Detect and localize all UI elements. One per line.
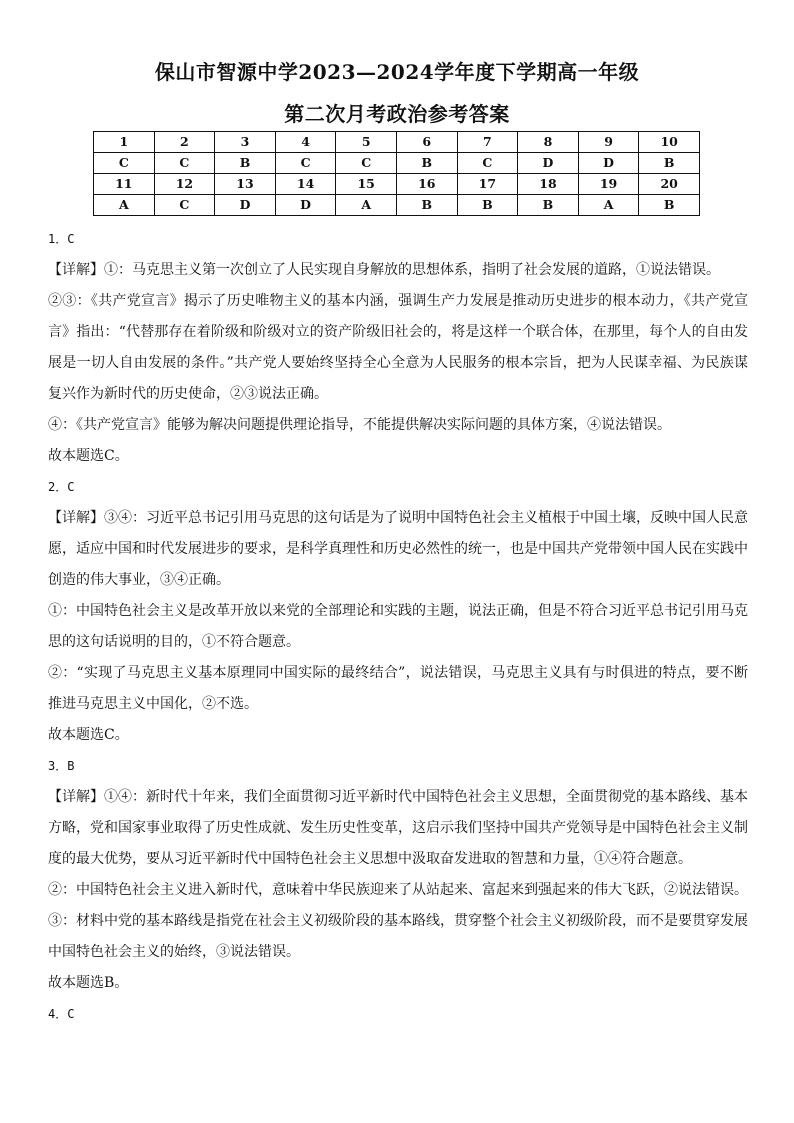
question-number-cell: 5 xyxy=(336,132,397,153)
explanation-paragraph: 故本题选C。 xyxy=(48,448,129,464)
question-number-cell: 10 xyxy=(639,132,700,153)
question-number-cell: 9 xyxy=(578,132,639,153)
explanation-paragraph: 故本题选C。 xyxy=(48,727,129,743)
question-answer-heading: 1．C xyxy=(48,232,75,246)
question-number-cell: 6 xyxy=(396,132,457,153)
answer-cell: B xyxy=(396,195,457,216)
explanation-paragraph: 【详解】①④：新时代十年来，我们全面贯彻习近平新时代中国特色社会主义思想，全面贯彻党的基本路线、基本方略，党和国家事业取得了历史性成就、发生历史性变革，这启示我们坚持中国共产党领导是中国特色社会主义制度的最大优势，要从习近平新时代中国特色社会主义思想中汲取奋发进取的智慧和力量，①④符合题意。 xyxy=(48,789,748,867)
question-number-cell: 4 xyxy=(275,132,336,153)
explanation-paragraph: ②③：《共产党宣言》揭示了历史唯物主义的基本内涵，强调生产力发展是推动历史进步的根本动力，《共产党宣言》指出：“代替那存在着阶级和阶级对立的资产阶级旧社会的，将是这样一个联合体，在那里，每个人的自由发展是一切人自由发展的条件。”共产党人要始终坚持全心全意为人民服务的根本宗旨，把为人民谋幸福、为民族谋复兴作为新时代的历史使命，②③说法正确。 xyxy=(48,293,748,402)
answer-cell: C xyxy=(94,153,155,174)
answer-cell: D xyxy=(518,153,579,174)
document-subtitle: 第二次月考政治参考答案 xyxy=(284,102,510,126)
question-number-cell: 12 xyxy=(154,174,215,195)
question-number-row xyxy=(94,174,700,195)
answer-key-table xyxy=(93,131,700,216)
explanations xyxy=(48,224,748,1030)
explanation-paragraph: ②：中国特色社会主义进入新时代，意味着中华民族迎来了从站起来、富起来到强起来的伟大飞跃，②说法错误。 xyxy=(48,882,748,898)
answer-cell: A xyxy=(94,195,155,216)
answer-cell: C xyxy=(154,195,215,216)
question-number-cell: 14 xyxy=(275,174,336,195)
answer-cell: B xyxy=(396,153,457,174)
question-number-cell: 8 xyxy=(518,132,579,153)
document-title: 保山市智源中学2023—2024学年度下学期高一年级 xyxy=(154,60,640,84)
answer-cell: A xyxy=(578,195,639,216)
question-answer-heading: 3．B xyxy=(48,759,75,773)
explanation-paragraph: 故本题选B。 xyxy=(48,975,129,991)
answer-cell: B xyxy=(639,195,700,216)
explanation-paragraph: ②：“实现了马克思主义基本原理同中国实际的最终结合”，说法错误，马克思主义具有与时俱进的特点，要不断推进马克思主义中国化，②不选。 xyxy=(48,665,748,712)
answer-cell: C xyxy=(154,153,215,174)
question-number-cell: 19 xyxy=(578,174,639,195)
question-answer-heading: 4．C xyxy=(48,1007,75,1021)
answer-cell: C xyxy=(457,153,518,174)
explanation-paragraph: ③：材料中党的基本路线是指党在社会主义初级阶段的基本路线，贯穿整个社会主义初级阶段，而不是要贯穿发展中国特色社会主义的始终，③说法错误。 xyxy=(48,913,748,960)
question-number-cell: 2 xyxy=(154,132,215,153)
question-number-cell: 11 xyxy=(94,174,155,195)
question-number-cell: 7 xyxy=(457,132,518,153)
answer-cell: B xyxy=(518,195,579,216)
question-number-row xyxy=(94,132,700,153)
answer-cell: D xyxy=(215,195,276,216)
question-number-cell: 18 xyxy=(518,174,579,195)
answer-cell: B xyxy=(457,195,518,216)
answer-cell: C xyxy=(275,153,336,174)
question-number-cell: 16 xyxy=(396,174,457,195)
question-number-cell: 17 xyxy=(457,174,518,195)
question-number-cell: 13 xyxy=(215,174,276,195)
explanation-paragraph: 【详解】③④：习近平总书记引用马克思的这句话是为了说明中国特色社会主义植根于中国土壤，反映中国人民意愿，适应中国和时代发展进步的要求，是科学真理性和历史必然性的统一，也是中国共产党带领中国人民在实践中创造的伟大事业，③④正确。 xyxy=(48,510,748,588)
question-number-cell: 3 xyxy=(215,132,276,153)
explanation-paragraph: 【详解】①：马克思主义第一次创立了人民实现自身解放的思想体系，指明了社会发展的道路，①说法错误。 xyxy=(48,262,720,278)
question-number-cell: 15 xyxy=(336,174,397,195)
answer-cell: C xyxy=(336,153,397,174)
answer-cell: D xyxy=(578,153,639,174)
question-number-cell: 1 xyxy=(94,132,155,153)
answer-cell: B xyxy=(639,153,700,174)
answer-row xyxy=(94,195,700,216)
question-answer-heading: 2．C xyxy=(48,480,75,494)
question-number-cell: 20 xyxy=(639,174,700,195)
answer-cell: B xyxy=(215,153,276,174)
answer-cell: A xyxy=(336,195,397,216)
answer-row xyxy=(94,153,700,174)
answer-cell: D xyxy=(275,195,336,216)
explanation-paragraph: ①：中国特色社会主义是改革开放以来党的全部理论和实践的主题，说法正确，但是不符合习近平总书记引用马克思的这句话说明的目的，①不符合题意。 xyxy=(48,603,748,650)
explanation-paragraph: ④：《共产党宣言》能够为解决问题提供理论指导，不能提供解决实际问题的具体方案，④说法错误。 xyxy=(48,417,671,433)
